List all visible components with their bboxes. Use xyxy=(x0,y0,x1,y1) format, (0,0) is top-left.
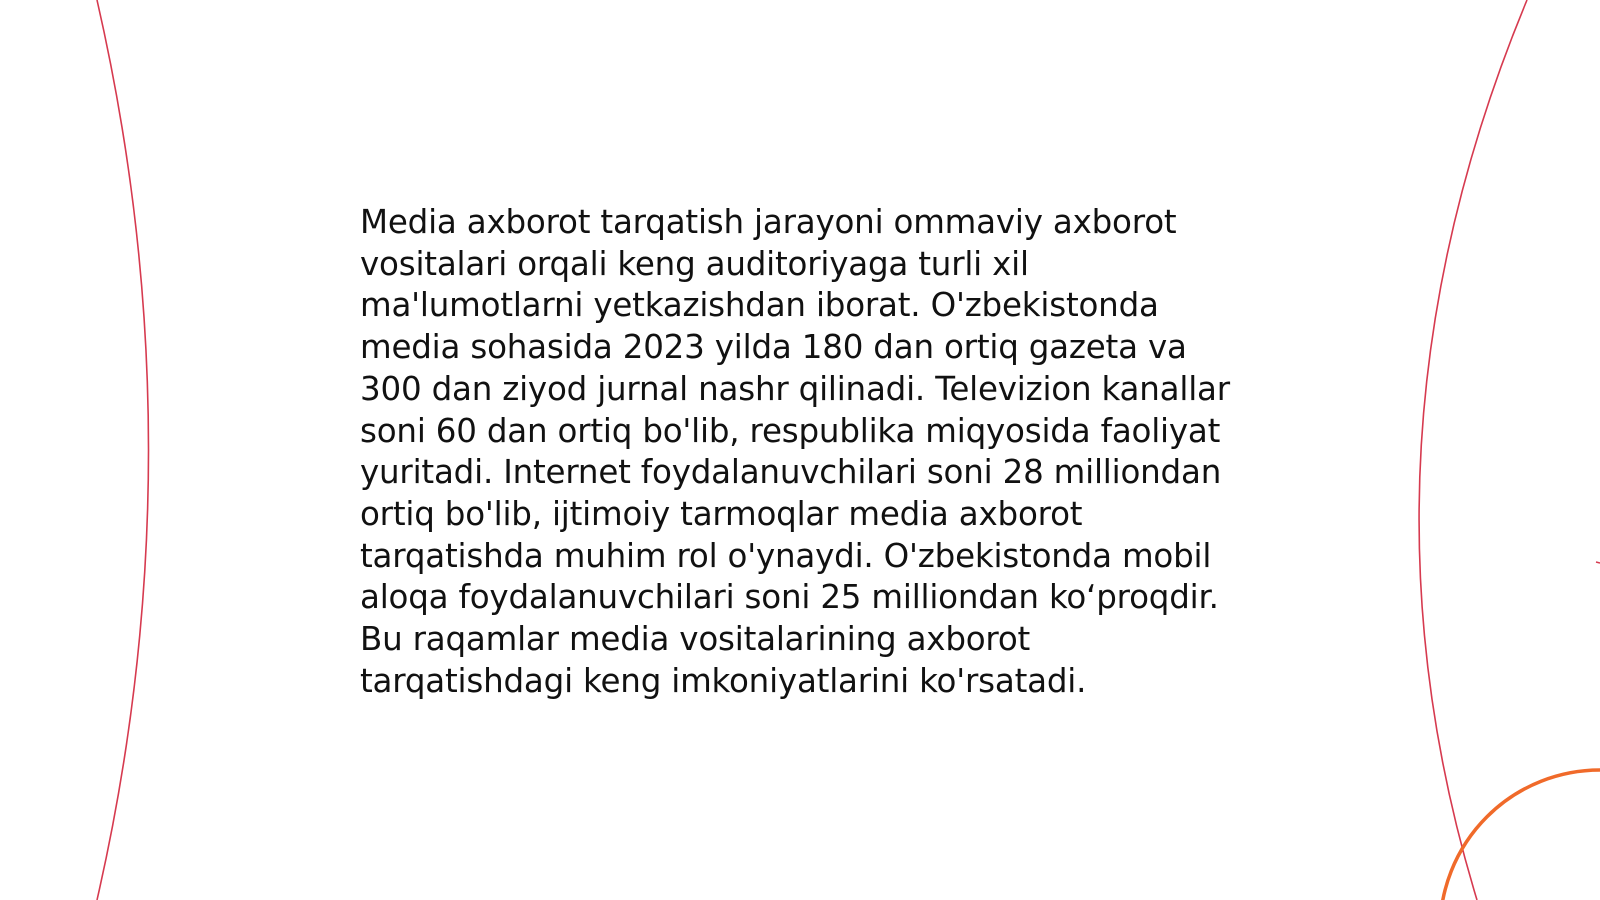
paragraph-line: ma'lumotlarni yetkazishdan iborat. O'zbekistonda xyxy=(360,286,1159,325)
right-red-curve xyxy=(1419,0,1527,900)
paragraph-line: ortiq bo'lib, ijtimoiy tarmoqlar media axborot xyxy=(360,494,1083,533)
paragraph-line: tarqatishdagi keng imkoniyatlarini ko'rsatadi. xyxy=(360,661,1087,700)
left-red-curve xyxy=(97,0,149,900)
paragraph-line: Media axborot tarqatish jarayoni ommaviy axborot xyxy=(360,203,1177,241)
paragraph-line: tarqatishda muhim rol o'ynaydi. O'zbekistonda mobil xyxy=(360,536,1212,575)
paragraph-line: soni 60 dan ortiq bo'lib, respublika miqyosida faoliyat xyxy=(360,411,1221,450)
paragraph-line: media sohasida 2023 yilda 180 dan ortiq gazeta va xyxy=(360,328,1187,367)
orange-circle-arc xyxy=(1440,770,1600,900)
paragraph-line: 300 dan ziyod jurnal nashr qilinadi. Televizion kanallar xyxy=(360,369,1230,408)
paragraph-line: vositalari orqali keng auditoriyaga turli xil xyxy=(360,244,1029,283)
body-paragraph xyxy=(360,202,1260,702)
paragraph-line: yuritadi. Internet foydalanuvchilari soni 28 milliondan xyxy=(360,453,1222,492)
small-red-tick xyxy=(1596,562,1600,563)
paragraph-line: aloqa foydalanuvchilari soni 25 milliondan ko‘proqdir. xyxy=(360,578,1219,617)
paragraph-line: Bu raqamlar media vositalarining axborot xyxy=(360,620,1031,659)
